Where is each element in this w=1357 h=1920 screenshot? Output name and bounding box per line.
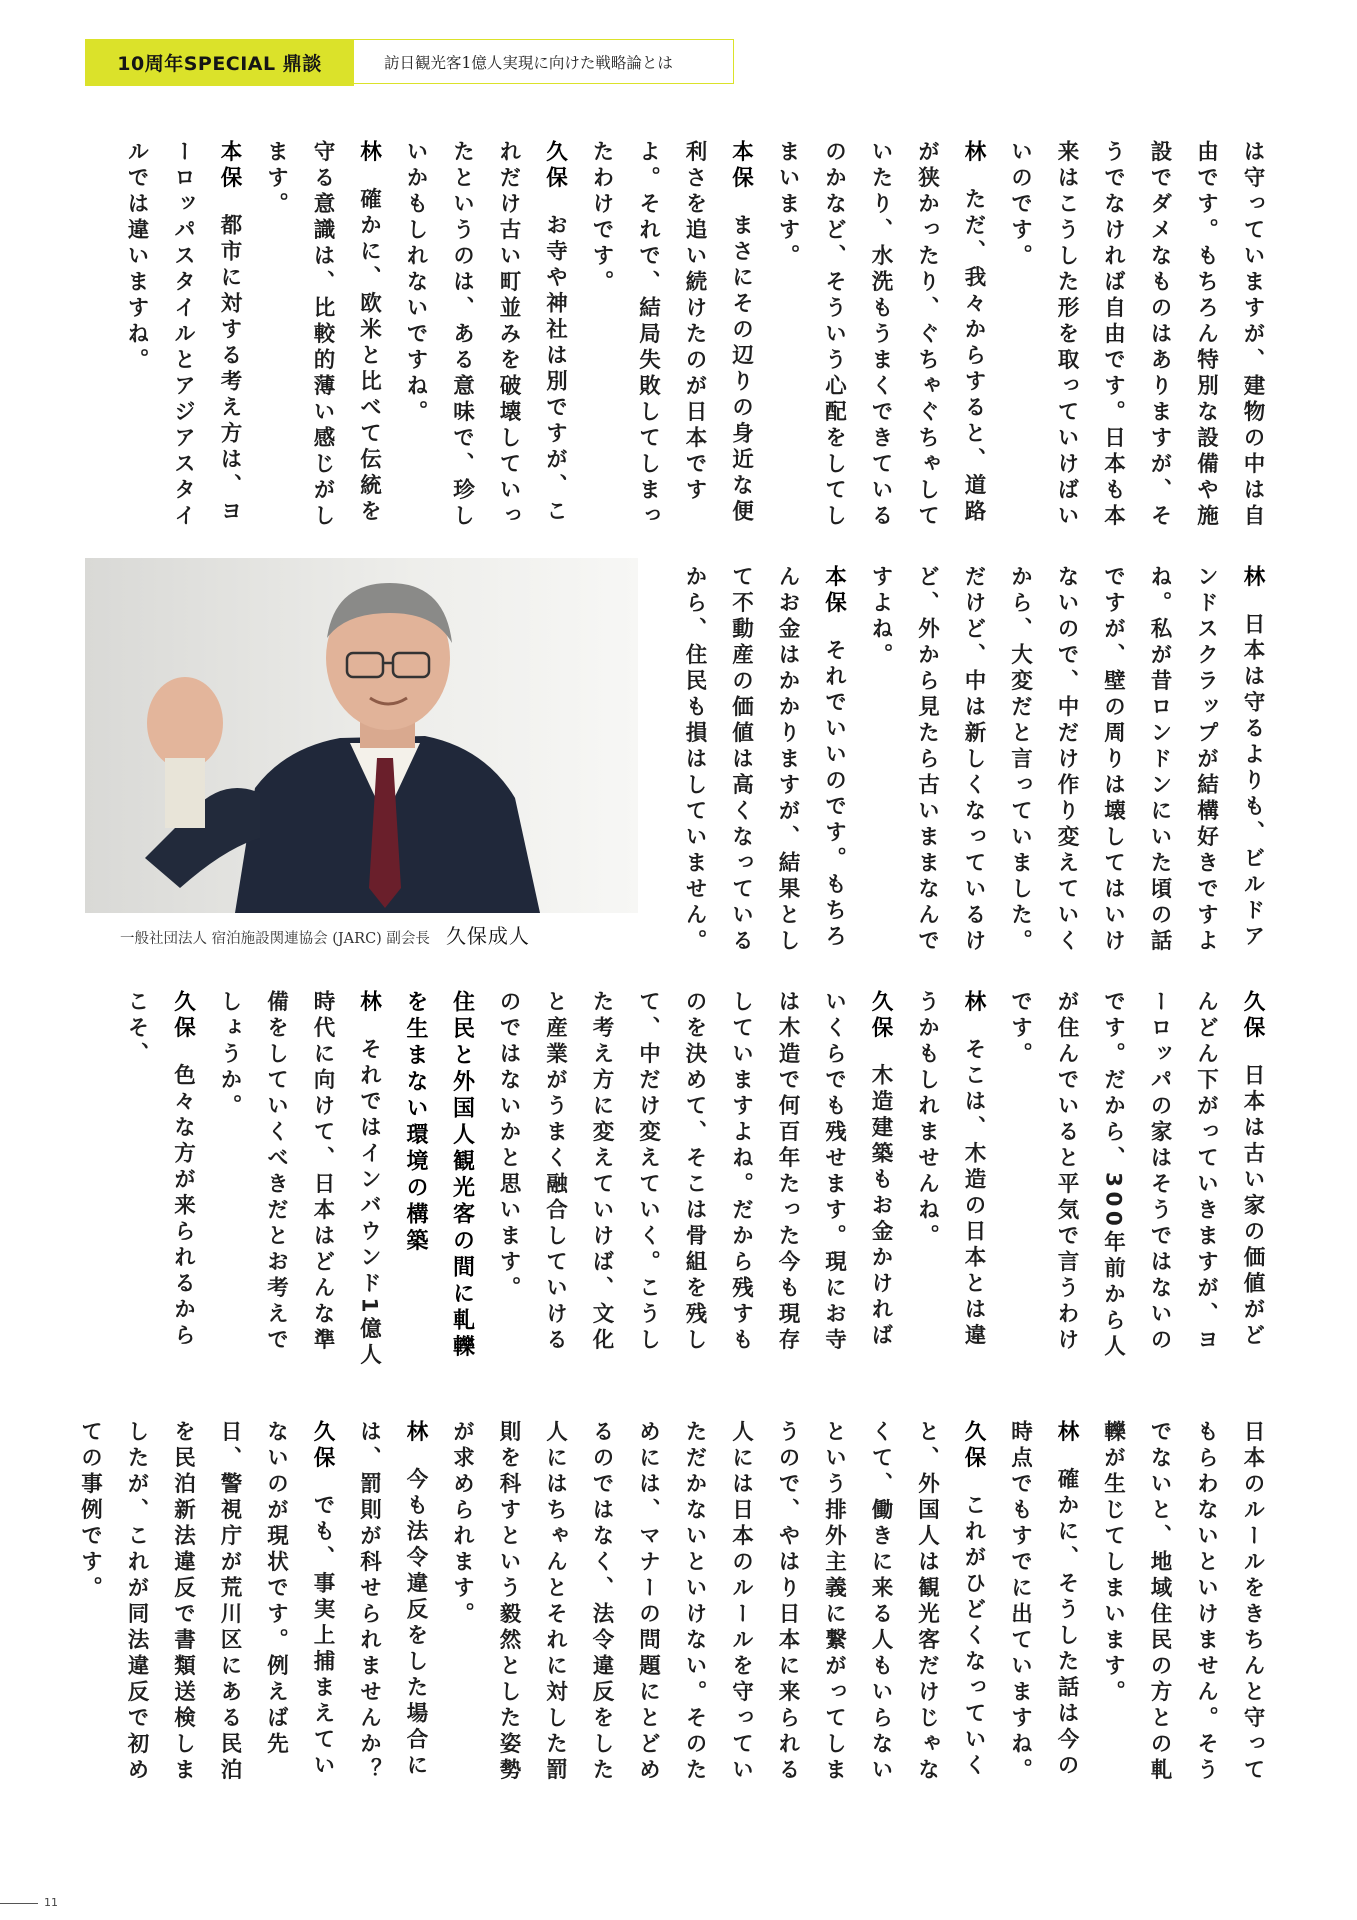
dialogue-text: それでいいのです。もちろんお金はかかりますが、結果として不動産の価値は高くなっているから、住民も損はしていません。 — [682, 565, 847, 955]
speaker-name: 本保 — [728, 140, 754, 192]
dialogue-text: まさにその辺りの身近な便利さを追い続けたのが日本ですよ。それで、結局失敗してしまったわけです。 — [589, 140, 754, 530]
dialogue-text: 今も法令違反をした場合には、罰則が科せられませんか？ — [356, 1420, 428, 1784]
dialogue-paragraph — [485, 990, 904, 1370]
dialogue-paragraph — [671, 565, 857, 955]
dialogue-paragraph — [392, 140, 578, 535]
text-block-lower — [85, 990, 1275, 1370]
dialogue-paragraph — [252, 140, 392, 535]
dialogue-paragraph — [764, 140, 997, 535]
dialogue-paragraph — [578, 140, 764, 535]
dialogue-text: そこは、木造の日本とは違うかもしれませんね。 — [914, 990, 986, 1350]
speaker-name: 久保 — [961, 1420, 986, 1472]
dialogue-paragraph — [996, 1420, 1089, 1800]
dialogue-text: 確かに、そうした話は今の時点でもすでに出ていますね。 — [1007, 1420, 1079, 1784]
page-number: 11 — [44, 1896, 58, 1909]
dialogue-text: 色々な方が来られるからこそ、 — [124, 990, 196, 1350]
speaker-name: 久保 — [310, 1420, 335, 1472]
speaker-name: 本保 — [821, 565, 847, 617]
dialogue-paragraph — [857, 565, 1276, 955]
dialogue-paragraph — [903, 990, 996, 1370]
article-subtitle: 訪日観光客1億人実現に向けた戦略論とは — [354, 39, 734, 84]
dialogue-text: 木造建築もお金かければいくらでも残せます。現にお寺は木造で何百年たった今も現存していますよね。だから残すものを決めて、そこは骨組を残して、中だけ変えていく。こうした考え方に変えていけば、文化と産業がうまく融合していけるのではないかと思います。 — [496, 990, 893, 1354]
dialogue-text: ただ、我々からすると、道路が狭かったり、ぐちゃぐちゃしていたり、水洗もうまくできているのかなど、そういう心配をしてしまいます。 — [775, 140, 986, 530]
text-block-middle — [652, 565, 1275, 955]
dialogue-paragraph — [345, 1420, 438, 1800]
dialogue-paragraph — [206, 990, 392, 1370]
speaker-name: 本保 — [217, 140, 242, 192]
speaker-name: 久保 — [868, 990, 893, 1042]
dialogue-text: は守っていますが、建物の中は自由です。もちろん特別な設備や施設でダメなものはありますが、そうでなければ自由です。日本も本来はこうした形を取っていけばいいのです。 — [1007, 140, 1265, 530]
dialogue-paragraph — [996, 990, 1275, 1370]
dialogue-text: 都市に対する考え方は、ヨーロッパスタイルとアジアスタイルでは違いますね。 — [124, 140, 242, 530]
speaker-name: 林 — [356, 140, 382, 166]
text-block-top — [85, 140, 1275, 535]
dialogue-text: お寺や神社は別ですが、これだけ古い町並みを破壊していったというのは、ある意味で、珍しいかもしれないですね。 — [403, 140, 568, 530]
footer-rule — [0, 1903, 38, 1904]
speaker-name: 久保 — [1240, 990, 1265, 1042]
dialogue-paragraph — [996, 140, 1275, 535]
speaker-name: 林 — [961, 990, 986, 1016]
speaker-name: 林 — [961, 140, 986, 166]
dialogue-text: 日本は古い家の価値がどんどん下がっていきますが、ヨーロッパの家はそうではないのです。だから、300年前から人が住んでいると平気で言うわけです。 — [1007, 990, 1265, 1361]
section-tag: 10周年SPECIAL 鼎談 — [85, 39, 354, 86]
speaker-name: 久保 — [170, 990, 196, 1042]
photo-caption — [120, 920, 640, 949]
dialogue-paragraph — [66, 1420, 345, 1800]
dialogue-paragraph — [113, 140, 253, 535]
caption-person-name: 久保成人 — [445, 924, 530, 948]
portrait-illustration — [85, 558, 638, 913]
caption-organization: 一般社団法人 宿泊施設関連協会 (JARC) 副会長 — [120, 931, 430, 947]
speaker-name: 林 — [356, 990, 382, 1016]
speaker-name: 林 — [1240, 565, 1265, 591]
dialogue-text: 日本は守るよりも、ビルドアンドスクラップが結構好きですよね。私が昔ロンドンにいた頃の話ですが、壁の周りは壊してはいけないので、中だけ作り変えていくから、大変だと言っていました。だけど、中は新しくなっているけど、外から見たら古いままなんですよね。 — [868, 565, 1265, 955]
dialogue-text: 確かに、欧米と比べて伝統を守る意識は、比較的薄い感じがします。 — [263, 140, 382, 530]
dialogue-text: これがひどくなっていくと、外国人は観光客だけじゃなくて、働きに来る人もいらないという排外主義に繋がってしまうので、やはり日本に来られる人には日本のルールを守っていただかないといけない。そのためには、マナーの問題にとどめるのではなく、法令違反をした人にはちゃんとそれに対した罰則を科すという毅然とした姿勢が求められます。 — [449, 1420, 986, 1784]
dialogue-paragraph — [113, 990, 206, 1370]
dialogue-paragraph — [1089, 1420, 1275, 1800]
interview-photo — [85, 558, 638, 913]
speaker-name: 林 — [1054, 1420, 1079, 1446]
dialogue-text: でも、事実上捕まえていないのが現状です。例えば先日、警視庁が荒川区にある民泊を民泊新法違反で書類送検しましたが、これが同法違反で初めての事例です。 — [77, 1420, 335, 1784]
dialogue-text: 日本のルールをきちんと守ってもらわないといけません。そうでないと、地域住民の方との軋轢が生じてしまいます。 — [1100, 1420, 1265, 1784]
dialogue-paragraph — [438, 1420, 996, 1800]
text-block-bottom — [77, 1420, 1275, 1800]
dialogue-text: それではインバウンド1億人時代に向けて、日本はどんな準備をしていくべきだとお考えでしょうか。 — [217, 990, 382, 1369]
speaker-name: 久保 — [542, 140, 568, 192]
speaker-name: 林 — [403, 1420, 428, 1446]
section-heading: 住民と外国人観光客の間に軋轢を生まない環境の構築 — [403, 990, 475, 1361]
